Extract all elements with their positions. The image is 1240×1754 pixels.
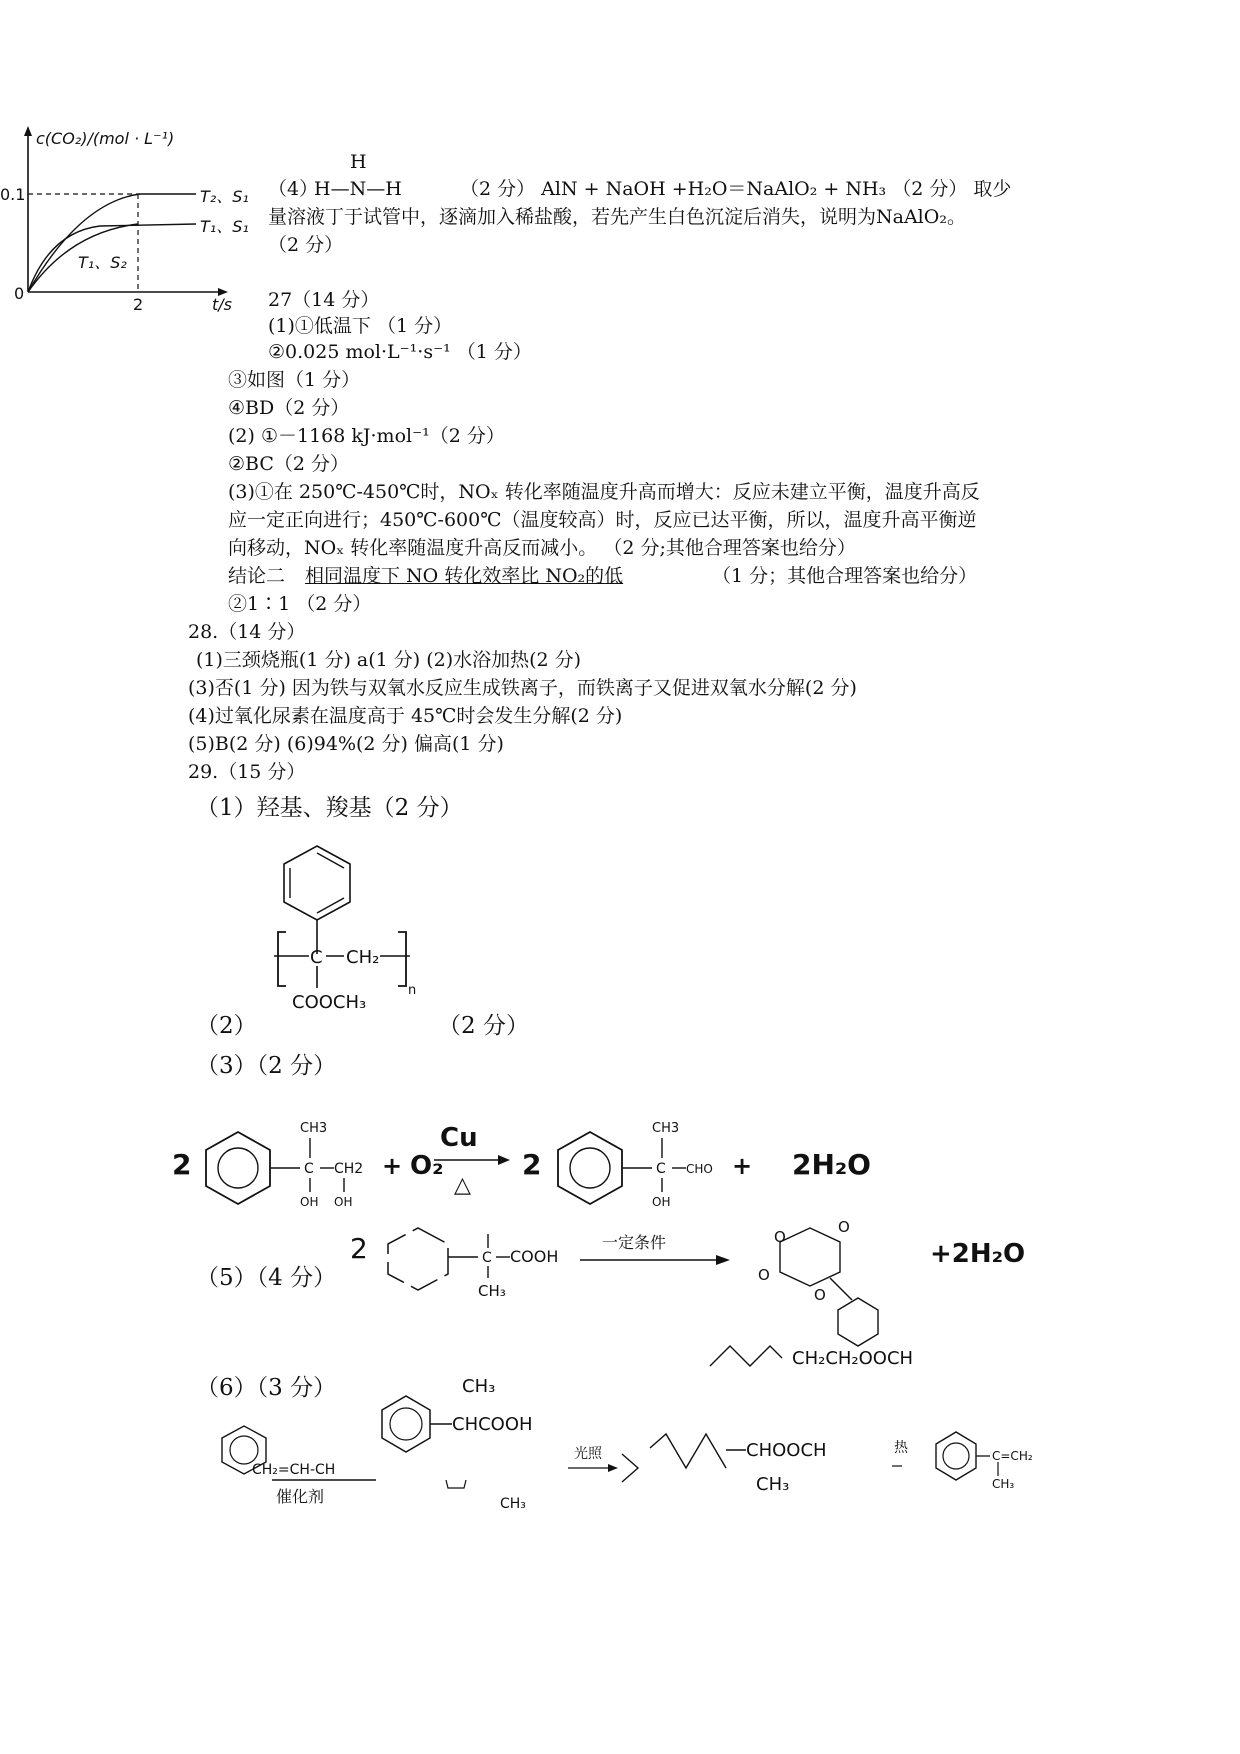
eq6-isoprop: C=CH₂ xyxy=(992,1449,1033,1463)
svg-text:C: C xyxy=(304,1161,314,1177)
eq3-cho: CHO xyxy=(686,1162,713,1176)
equation-6 xyxy=(190,1340,1070,1530)
q27-line1: (1)①低温下 （1 分） xyxy=(268,315,453,337)
eq5-cond: 一定条件 xyxy=(602,1233,667,1252)
q28-line4: (5)B(2 分) (6)94%(2 分) 偏高(1 分) xyxy=(188,733,504,755)
q29-line2-score: （2 分） xyxy=(438,1013,529,1039)
eq3-ch3b: CH3 xyxy=(652,1121,680,1136)
eq5-water: +2H₂O xyxy=(930,1239,1026,1269)
eq3-plus1: + xyxy=(382,1152,403,1180)
y-axis-arrow xyxy=(24,126,32,136)
hn-formula: H—N—H xyxy=(314,178,402,200)
q27-line8: 应一定正向进行；450℃-600℃（温度较高）时，反应已达平衡，所以，温度升高平衡逆 xyxy=(228,509,977,531)
eq3-delta: △ xyxy=(454,1173,471,1198)
svg-text:C: C xyxy=(482,1250,492,1266)
polymer-ch2: CH₂ xyxy=(346,947,380,968)
eq5-coef: 2 xyxy=(350,1232,368,1265)
eq6-ch3d: CH₃ xyxy=(992,1477,1015,1491)
q27-line2: ②0.025 mol·L⁻¹·s⁻¹ （1 分） xyxy=(268,341,532,363)
graph-ylabel: c(CO₂)/(mol · L⁻¹) xyxy=(36,129,175,148)
eq6-reagent: CH₂=CH-CH xyxy=(252,1462,336,1478)
eq3-oh1: OH xyxy=(300,1195,319,1209)
polymer-structure xyxy=(262,836,442,1036)
q27-line11: ②1∶1 （2 分） xyxy=(228,593,372,615)
polymer-n: n xyxy=(408,983,417,998)
q27-line9: 向移动，NOₓ 转化率随温度升高反而减小。 （2 分;其他合理答案也给分） xyxy=(228,537,856,559)
eq3-oh2: OH xyxy=(334,1195,353,1209)
q4-line3: （2 分） xyxy=(268,234,344,256)
eq5-o2: O xyxy=(838,1218,850,1236)
equation-3 xyxy=(172,1110,942,1210)
q27-line3: ③如图（1 分） xyxy=(228,369,361,391)
q28-line2: (3)否(1 分) 因为铁与双氧水反应生成铁离子，而铁离子又促进双氧水分解(2 分) xyxy=(188,677,857,699)
eq5-o3: O xyxy=(758,1266,770,1284)
curve-label-t2s1: T₂、S₁ xyxy=(200,187,249,206)
graph-x-tick: 2 xyxy=(133,295,144,314)
curve-label-t1s1: T₁、S₁ xyxy=(200,217,249,236)
q27-line6: ②BC（2 分） xyxy=(228,453,350,475)
eq3-ohb: OH xyxy=(652,1195,671,1209)
eq3-cu: Cu xyxy=(440,1123,478,1153)
eq6-catalyst: 催化剂 xyxy=(276,1487,325,1506)
q27-line5: (2) ①－1168 kJ·mol⁻¹（2 分） xyxy=(228,425,505,447)
eq3-coef2: 2 xyxy=(522,1148,542,1181)
q28-line1: (1)三颈烧瓶(1 分) a(1 分) (2)水浴加热(2 分) xyxy=(196,649,582,671)
eq3-plus2: + xyxy=(732,1152,753,1180)
q27-conclusion: 相同温度下 NO 转化效率比 NO₂的低 xyxy=(305,565,624,587)
q4-line2: 量溶液丁于试管中，逐滴加入稀盐酸，若先产生白色沉淀后消失，说明为NaAlO₂。 xyxy=(268,206,966,228)
eq5-cooh: COOH xyxy=(510,1247,559,1266)
polymer-c: C xyxy=(310,947,323,968)
q29-line3: （3）（2 分） xyxy=(196,1053,337,1079)
q29-line6: （6）（3 分） xyxy=(196,1375,337,1401)
concentration-time-graph xyxy=(0,120,270,320)
q27-title: 27（14 分） xyxy=(268,289,380,311)
eq6-heat: 热 xyxy=(894,1440,908,1456)
bracket-left xyxy=(278,932,286,986)
svg-text:CH2: CH2 xyxy=(334,1161,364,1177)
q27-line7: (3)①在 250℃-450℃时，NOₓ 转化率随温度升高而增大：反应未建立平衡，温度升高反 xyxy=(228,481,980,503)
hn-formula-h: H xyxy=(350,151,367,173)
polymer-cooch3: COOCH₃ xyxy=(292,992,367,1013)
eq5-o1: O xyxy=(774,1228,786,1246)
q4-label: （4） xyxy=(268,178,319,200)
bracket-right xyxy=(398,932,406,986)
eq5-o4: O xyxy=(814,1286,826,1304)
benzene-ring xyxy=(284,846,350,920)
eq3-o2: O₂ xyxy=(410,1151,444,1181)
q27-conclusion-score: （1 分；其他合理答案也给分） xyxy=(712,565,978,587)
q27-conclusion-label: 结论二 xyxy=(228,565,286,587)
curve-t2-s1 xyxy=(28,194,196,292)
q29-title: 29.（15 分） xyxy=(188,761,306,783)
q29-line5: （5）（4 分） xyxy=(196,1265,337,1291)
eq3-coef1: 2 xyxy=(172,1148,192,1181)
graph-origin: 0 xyxy=(14,284,25,303)
q27-line4: ④BD（2 分） xyxy=(228,397,350,419)
q29-line1: （1）羟基、羧基（2 分） xyxy=(196,795,463,821)
svg-text:C: C xyxy=(656,1161,666,1177)
q4-line1: （2 分） AlN + NaOH +H₂O＝NaAlO₂ + NH₃ （2 分） 取少 xyxy=(460,178,1012,200)
curve-label-t1s2: T₁、S₂ xyxy=(78,253,127,272)
q29-line2-label: （2） xyxy=(196,1013,257,1039)
eq6-top-product: CH₂CH₂OOCH xyxy=(792,1348,914,1369)
eq6-ch3: CH₃ xyxy=(462,1376,496,1397)
eq3-water: 2H₂O xyxy=(792,1148,871,1181)
q28-title: 28.（14 分） xyxy=(188,621,306,643)
eq5-ch3: CH₃ xyxy=(478,1282,506,1300)
eq6-chooch: CHOOCH xyxy=(746,1440,827,1461)
eq6-light: 光照 xyxy=(574,1446,602,1462)
eq6-chcooh: CHCOOH xyxy=(452,1414,533,1435)
eq3-ch3: CH3 xyxy=(300,1121,328,1136)
eq6-ch3c: CH₃ xyxy=(756,1474,790,1495)
graph-xlabel: t/s xyxy=(212,295,232,314)
eq6-ch3b: CH₃ xyxy=(500,1496,526,1512)
graph-y-tick: 0.1 xyxy=(0,185,26,204)
q28-line3: (4)过氧化尿素在温度高于 45℃时会发生分解(2 分) xyxy=(188,705,623,727)
